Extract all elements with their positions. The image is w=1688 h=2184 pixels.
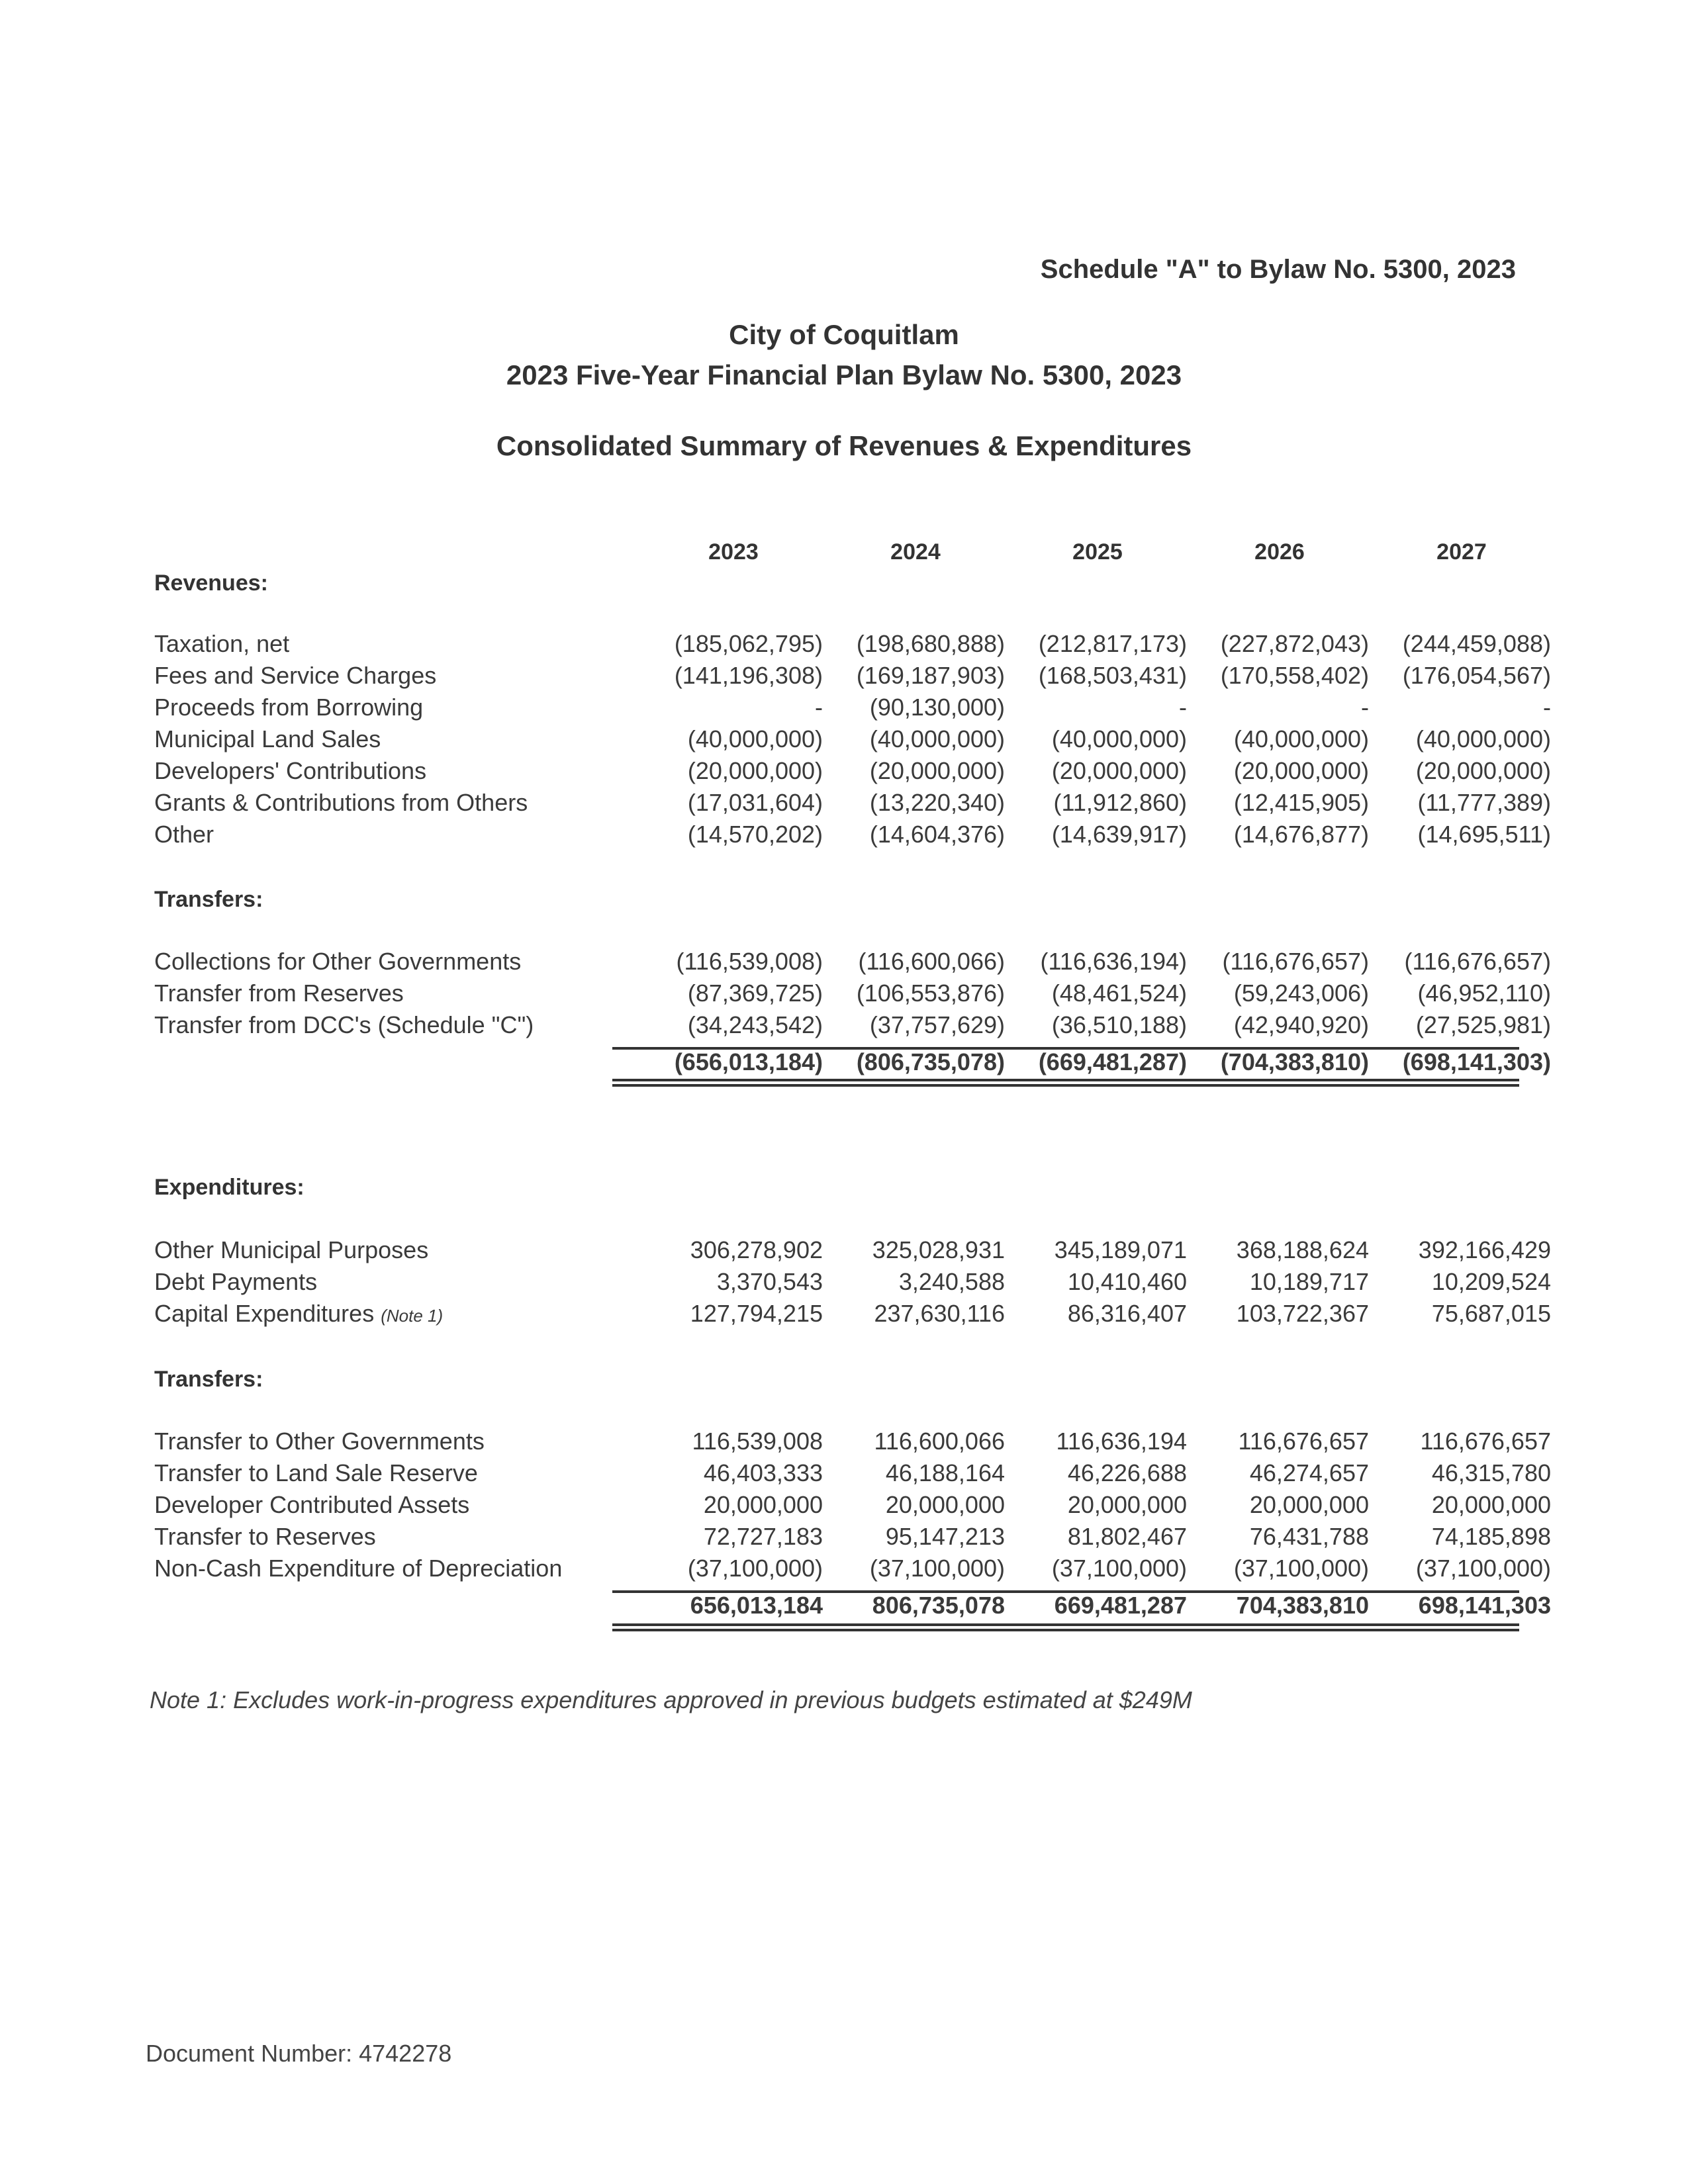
cell-2026: 368,188,624 — [1236, 1236, 1369, 1263]
cell-2025: (36,510,188) — [1051, 1011, 1187, 1038]
cell-2023: (20,000,000) — [687, 757, 823, 784]
expenditure-row — [154, 1236, 1551, 1268]
cell-2024: 3,240,588 — [898, 1268, 1005, 1295]
revenue-transfer-row — [154, 948, 1551, 979]
cell-2023: 656,013,184 — [690, 1592, 823, 1619]
cell-2024: 20,000,000 — [885, 1491, 1005, 1518]
cell-2027: - — [1543, 694, 1551, 721]
cell-2024: (37,757,629) — [869, 1011, 1005, 1038]
cell-2023: (141,196,308) — [674, 662, 823, 689]
bylaw-title: 2023 Five-Year Financial Plan Bylaw No. 5300, 2023 — [506, 359, 1182, 390]
expenditure-row — [154, 1268, 1551, 1300]
org-title: City of Coquitlam — [729, 319, 959, 350]
year-header: 2024 — [890, 539, 941, 565]
cell-2023: 46,403,333 — [703, 1459, 823, 1486]
cell-2026: 10,189,717 — [1249, 1268, 1369, 1295]
row-note-ref: (Note 1) — [381, 1306, 444, 1326]
cell-2024: (14,604,376) — [869, 821, 1005, 848]
row-label — [154, 694, 423, 721]
cell-2026: (42,940,920) — [1233, 1011, 1369, 1038]
cell-2026: (227,872,043) — [1220, 630, 1369, 657]
expenditure-transfer-row — [154, 1428, 1551, 1459]
year-header: 2027 — [1436, 539, 1487, 565]
cell-2027: (46,952,110) — [1417, 979, 1551, 1007]
cell-2023: (87,369,725) — [687, 979, 823, 1007]
cell-2025: (669,481,287) — [1038, 1048, 1187, 1075]
expenditures-heading: Expenditures: — [154, 1175, 305, 1200]
cell-2024: (106,553,876) — [856, 979, 1005, 1007]
cell-2026: - — [1361, 694, 1369, 721]
row-label-text: Fees and Service Charges — [154, 662, 437, 689]
row-label — [154, 1011, 534, 1039]
row-label-text: Developer Contributed Assets — [154, 1491, 470, 1518]
cell-2027: 75,687,015 — [1431, 1300, 1551, 1327]
cell-2025: 10,410,460 — [1067, 1268, 1187, 1295]
cell-2023: (40,000,000) — [687, 725, 823, 752]
year-header: 2026 — [1254, 539, 1305, 565]
row-label — [154, 1491, 469, 1519]
cell-2026: 20,000,000 — [1249, 1491, 1369, 1518]
cell-2027: 46,315,780 — [1431, 1459, 1551, 1486]
row-label — [154, 1236, 428, 1264]
cell-2027: 116,676,657 — [1420, 1428, 1551, 1455]
row-label-text: Debt Payments — [154, 1268, 318, 1295]
cell-2023: (37,100,000) — [687, 1555, 823, 1582]
cell-2026: (40,000,000) — [1233, 725, 1369, 752]
revenue-transfers-heading: Transfers: — [154, 887, 263, 912]
cell-2025: (11,912,860) — [1053, 789, 1187, 816]
expenditure-transfer-row — [154, 1491, 1551, 1523]
cell-2024: (169,187,903) — [856, 662, 1005, 689]
cell-2024: 237,630,116 — [874, 1300, 1005, 1327]
revenue-row — [154, 789, 1551, 821]
expenditure-transfer-row — [154, 1459, 1551, 1491]
cell-2023: 3,370,543 — [716, 1268, 823, 1295]
row-label — [154, 662, 436, 690]
cell-2025: (40,000,000) — [1051, 725, 1187, 752]
revenue-total-row — [154, 1048, 1551, 1080]
year-header: 2025 — [1072, 539, 1123, 565]
row-label-text: Municipal Land Sales — [154, 725, 381, 752]
revenue-row — [154, 662, 1551, 694]
row-label-text: Transfer to Other Governments — [154, 1428, 485, 1455]
cell-2026: 704,383,810 — [1236, 1592, 1369, 1619]
row-label-text: Collections for Other Governments — [154, 948, 522, 975]
row-label-text: Other — [154, 821, 214, 848]
cell-2026: 103,722,367 — [1236, 1300, 1369, 1327]
cell-2026: 46,274,657 — [1249, 1459, 1369, 1486]
cell-2023: 116,539,008 — [692, 1428, 823, 1455]
row-label — [154, 725, 381, 753]
row-label-text: Developers' Contributions — [154, 757, 427, 784]
cell-2025: 116,636,194 — [1056, 1428, 1187, 1455]
revenue-transfer-row — [154, 1011, 1551, 1043]
total-double-rule — [612, 1084, 1519, 1087]
row-label — [154, 1300, 443, 1328]
cell-2027: 698,141,303 — [1418, 1592, 1551, 1619]
cell-2024: (90,130,000) — [869, 694, 1005, 721]
revenue-row — [154, 757, 1551, 789]
row-label-text: Transfer to Reserves — [154, 1523, 376, 1550]
row-label — [154, 1459, 478, 1487]
schedule-reference: Schedule "A" to Bylaw No. 5300, 2023 — [1040, 255, 1516, 284]
cell-2023: (185,062,795) — [674, 630, 823, 657]
cell-2023: (14,570,202) — [687, 821, 823, 848]
cell-2026: (170,558,402) — [1220, 662, 1369, 689]
cell-2023: (17,031,604) — [687, 789, 823, 816]
cell-2024: 116,600,066 — [874, 1428, 1005, 1455]
cell-2027: (20,000,000) — [1415, 757, 1551, 784]
row-label — [154, 979, 404, 1007]
row-label — [154, 630, 289, 658]
row-label-text: Non-Cash Expenditure of Depreciation — [154, 1555, 563, 1582]
row-label — [154, 1523, 376, 1551]
cell-2023: 20,000,000 — [703, 1491, 823, 1518]
row-label-text: Other Municipal Purposes — [154, 1236, 429, 1263]
revenues-heading: Revenues: — [154, 570, 268, 596]
cell-2024: (37,100,000) — [869, 1555, 1005, 1582]
row-label-text: Transfer from DCC's (Schedule "C") — [154, 1011, 534, 1038]
cell-2025: 669,481,287 — [1054, 1592, 1187, 1619]
year-header: 2023 — [708, 539, 759, 565]
cell-2024: (806,735,078) — [856, 1048, 1005, 1075]
cell-2027: (176,054,567) — [1402, 662, 1551, 689]
cell-2024: 95,147,213 — [885, 1523, 1005, 1550]
footnote: Note 1: Excludes work-in-progress expenditures approved in previous budgets estimated at $249M — [150, 1686, 1192, 1713]
cell-2027: (40,000,000) — [1415, 725, 1551, 752]
cell-2025: (116,636,194) — [1040, 948, 1187, 975]
row-label — [154, 757, 426, 785]
row-label-text: Transfer from Reserves — [154, 979, 404, 1007]
cell-2027: (244,459,088) — [1402, 630, 1551, 657]
cell-2025: 20,000,000 — [1067, 1491, 1187, 1518]
cell-2025: (14,639,917) — [1051, 821, 1187, 848]
cell-2026: 116,676,657 — [1238, 1428, 1369, 1455]
cell-2023: (656,013,184) — [674, 1048, 823, 1075]
cell-2024: 46,188,164 — [885, 1459, 1005, 1486]
row-label — [154, 821, 214, 848]
cell-2026: (59,243,006) — [1233, 979, 1369, 1007]
cell-2027: 74,185,898 — [1431, 1523, 1551, 1550]
cell-2023: 72,727,183 — [703, 1523, 823, 1550]
cell-2027: (14,695,511) — [1417, 821, 1551, 848]
cell-2027: 392,166,429 — [1418, 1236, 1551, 1263]
cell-2025: - — [1179, 694, 1187, 721]
cell-2024: (116,600,066) — [858, 948, 1005, 975]
expenditure-row — [154, 1300, 1551, 1332]
cell-2027: 20,000,000 — [1431, 1491, 1551, 1518]
cell-2026: (14,676,877) — [1233, 821, 1369, 848]
cell-2023: 127,794,215 — [690, 1300, 823, 1327]
cell-2023: 306,278,902 — [690, 1236, 823, 1263]
cell-2025: 345,189,071 — [1054, 1236, 1187, 1263]
cell-2026: (12,415,905) — [1233, 789, 1369, 816]
cell-2024: (198,680,888) — [856, 630, 1005, 657]
cell-2024: (13,220,340) — [869, 789, 1005, 816]
cell-2026: (20,000,000) — [1233, 757, 1369, 784]
cell-2025: 46,226,688 — [1067, 1459, 1187, 1486]
revenue-row — [154, 694, 1551, 725]
cell-2023: (34,243,542) — [687, 1011, 823, 1038]
cell-2026: (116,676,657) — [1222, 948, 1369, 975]
cell-2025: (212,817,173) — [1038, 630, 1187, 657]
total-double-rule — [612, 1629, 1519, 1631]
expenditure-total-row — [154, 1592, 1551, 1623]
revenue-row — [154, 821, 1551, 852]
cell-2024: (40,000,000) — [869, 725, 1005, 752]
row-label-text: Proceeds from Borrowing — [154, 694, 424, 721]
row-label — [154, 1428, 485, 1455]
expenditure-transfer-row — [154, 1555, 1551, 1586]
revenue-row — [154, 725, 1551, 757]
revenue-row — [154, 630, 1551, 662]
cell-2025: 86,316,407 — [1067, 1300, 1187, 1327]
row-label — [154, 1555, 562, 1582]
row-label — [154, 1268, 317, 1296]
expenditure-transfer-row — [154, 1523, 1551, 1555]
cell-2024: 325,028,931 — [872, 1236, 1005, 1263]
row-label — [154, 948, 521, 976]
cell-2023: - — [815, 694, 823, 721]
cell-2023: (116,539,008) — [676, 948, 823, 975]
cell-2027: (27,525,981) — [1415, 1011, 1551, 1038]
cell-2026: 76,431,788 — [1249, 1523, 1369, 1550]
row-label — [154, 789, 528, 817]
row-label-text: Taxation, net — [154, 630, 290, 657]
document-number: Document Number: 4742278 — [146, 2040, 452, 2067]
cell-2025: (168,503,431) — [1038, 662, 1187, 689]
total-double-rule — [612, 1623, 1519, 1626]
cell-2026: (704,383,810) — [1220, 1048, 1369, 1075]
expenditure-transfers-heading: Transfers: — [154, 1367, 263, 1392]
cell-2025: (48,461,524) — [1051, 979, 1187, 1007]
cell-2027: 10,209,524 — [1431, 1268, 1551, 1295]
cell-2024: 806,735,078 — [872, 1592, 1005, 1619]
cell-2027: (116,676,657) — [1404, 948, 1551, 975]
cell-2025: 81,802,467 — [1067, 1523, 1187, 1550]
cell-2027: (698,141,303) — [1402, 1048, 1551, 1075]
summary-title: Consolidated Summary of Revenues & Expenditures — [496, 430, 1192, 461]
row-label-text: Capital Expenditures — [154, 1300, 375, 1327]
cell-2024: (20,000,000) — [869, 757, 1005, 784]
cell-2025: (20,000,000) — [1051, 757, 1187, 784]
revenue-transfer-row — [154, 979, 1551, 1011]
cell-2026: (37,100,000) — [1233, 1555, 1369, 1582]
cell-2027: (37,100,000) — [1415, 1555, 1551, 1582]
row-label-text: Grants & Contributions from Others — [154, 789, 528, 816]
cell-2025: (37,100,000) — [1051, 1555, 1187, 1582]
cell-2027: (11,777,389) — [1417, 789, 1551, 816]
row-label-text: Transfer to Land Sale Reserve — [154, 1459, 478, 1486]
